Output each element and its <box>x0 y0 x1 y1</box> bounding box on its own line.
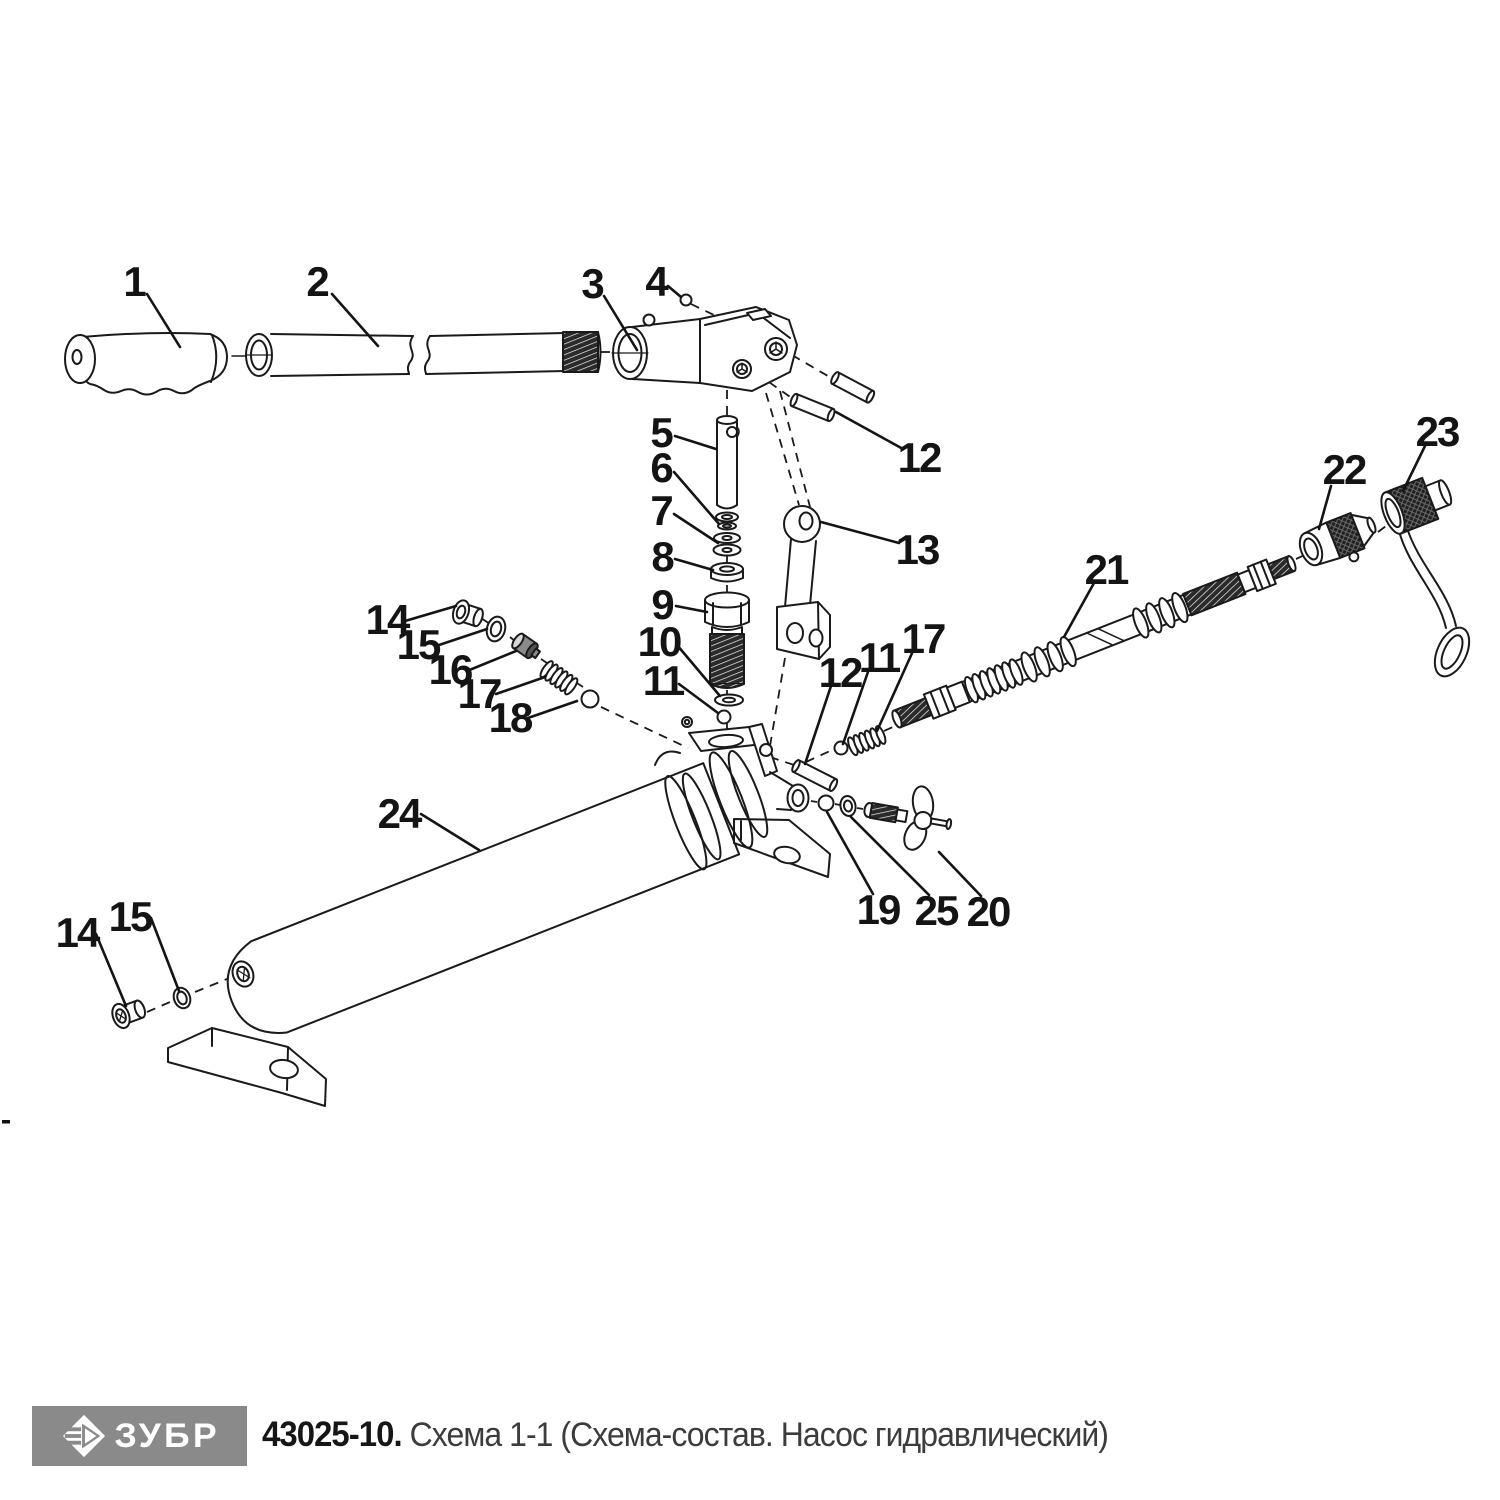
callout-leader-24 <box>421 814 479 850</box>
callout-leader-13 <box>821 522 899 543</box>
callout-label-1: 1 <box>123 258 145 305</box>
logo-text: ЗУБР <box>114 1416 221 1455</box>
callout-label-2: 2 <box>306 258 328 305</box>
callout-label-4: 4 <box>645 258 667 305</box>
callout-leader-7 <box>674 514 718 543</box>
callout-label-7: 7 <box>650 487 672 534</box>
callout-leader-15 <box>151 918 179 991</box>
callout-leader-2 <box>332 294 378 346</box>
callout-label-24: 24 <box>377 790 421 837</box>
callout-label-17: 17 <box>457 670 501 717</box>
part-11-ball-mid <box>835 742 848 755</box>
callout-label-6: 6 <box>650 444 672 491</box>
callout-leader-17 <box>496 677 545 694</box>
callout-label-14: 14 <box>365 596 409 643</box>
callout-leader-9 <box>676 606 707 612</box>
callout-label-9: 9 <box>651 581 673 628</box>
part-25-washer <box>839 795 857 817</box>
part-14-plug-bottom <box>109 996 148 1031</box>
part-1-handle-grip <box>65 333 227 395</box>
part-11-ball <box>718 711 731 724</box>
callout-label-18: 18 <box>488 694 532 741</box>
callout-label-12: 12 <box>818 649 862 696</box>
callout-label-12: 12 <box>897 434 941 481</box>
callout-leader-12 <box>836 412 903 449</box>
callout-label-11: 11 <box>642 657 684 704</box>
callout-label-22: 22 <box>1322 446 1366 493</box>
callout-label-20: 20 <box>966 888 1010 935</box>
callout-leader-8 <box>675 559 713 570</box>
callout-label-11: 11 <box>858 634 900 681</box>
part-9-valve-fitting <box>705 593 749 689</box>
schema-title <box>262 1402 1108 1468</box>
part-20-release-valve <box>859 774 957 857</box>
part-13-link <box>777 506 830 659</box>
callout-label-10: 10 <box>637 618 681 665</box>
callout-leader-14 <box>405 606 456 621</box>
callout-label-17: 17 <box>901 615 945 662</box>
zubr-logo <box>32 1406 247 1466</box>
callout-label-3: 3 <box>581 260 603 307</box>
part-6-washers <box>716 513 738 530</box>
part-5-plunger <box>717 416 739 509</box>
callout-leader-14 <box>96 934 126 1006</box>
part-8-cup-seal <box>711 563 743 582</box>
callout-label-8: 8 <box>651 533 673 580</box>
part-17-spring-mid <box>846 725 887 756</box>
part-19-ball <box>819 796 834 811</box>
callout-label-5: 5 <box>650 409 672 456</box>
small-oring <box>682 717 692 727</box>
assembly-axes <box>147 304 1390 1012</box>
callout-label-14: 14 <box>55 909 99 956</box>
page-dash-mark <box>2 1120 10 1124</box>
zubr-diamond-icon <box>61 1413 107 1459</box>
callout-leader-4 <box>668 286 681 297</box>
callout-label-23: 23 <box>1415 408 1459 455</box>
callout-label-19: 19 <box>856 886 900 933</box>
part-12-pin <box>789 371 876 792</box>
footer <box>0 1402 1500 1500</box>
callout-leader-15 <box>436 629 487 646</box>
schema-name: Схема 1-1 (Схема-состав. Насос гидравлический) <box>401 1415 1109 1454</box>
callout-leader-19 <box>827 812 873 894</box>
part-24-cylinder <box>213 762 739 1048</box>
callout-label-13: 13 <box>895 526 939 573</box>
part-7-washers <box>714 533 741 556</box>
callout-label-25: 25 <box>914 887 958 934</box>
callout-leader-18 <box>528 701 577 718</box>
part-16-valve-cone <box>510 632 543 662</box>
callout-leader-5 <box>675 436 716 449</box>
part-18-ball <box>582 690 599 707</box>
schema-code: 43025-10. <box>262 1415 402 1454</box>
callout-label-16: 16 <box>428 646 472 693</box>
callout-leader-16 <box>467 651 516 671</box>
part-15-washer-bottom <box>171 985 193 1010</box>
callout-label-15: 15 <box>396 621 440 668</box>
part-23-dust-cap <box>1377 471 1477 682</box>
part-22-coupler <box>1295 506 1385 578</box>
callout-leader-6 <box>674 472 719 524</box>
part-3-pump-head <box>612 307 797 391</box>
callout-label-15: 15 <box>108 893 152 940</box>
mounting-foot-front <box>168 1028 326 1106</box>
part-2-handle-tube <box>232 332 601 376</box>
callout-label-21: 21 <box>1084 546 1128 593</box>
part-14-plug <box>450 598 485 630</box>
